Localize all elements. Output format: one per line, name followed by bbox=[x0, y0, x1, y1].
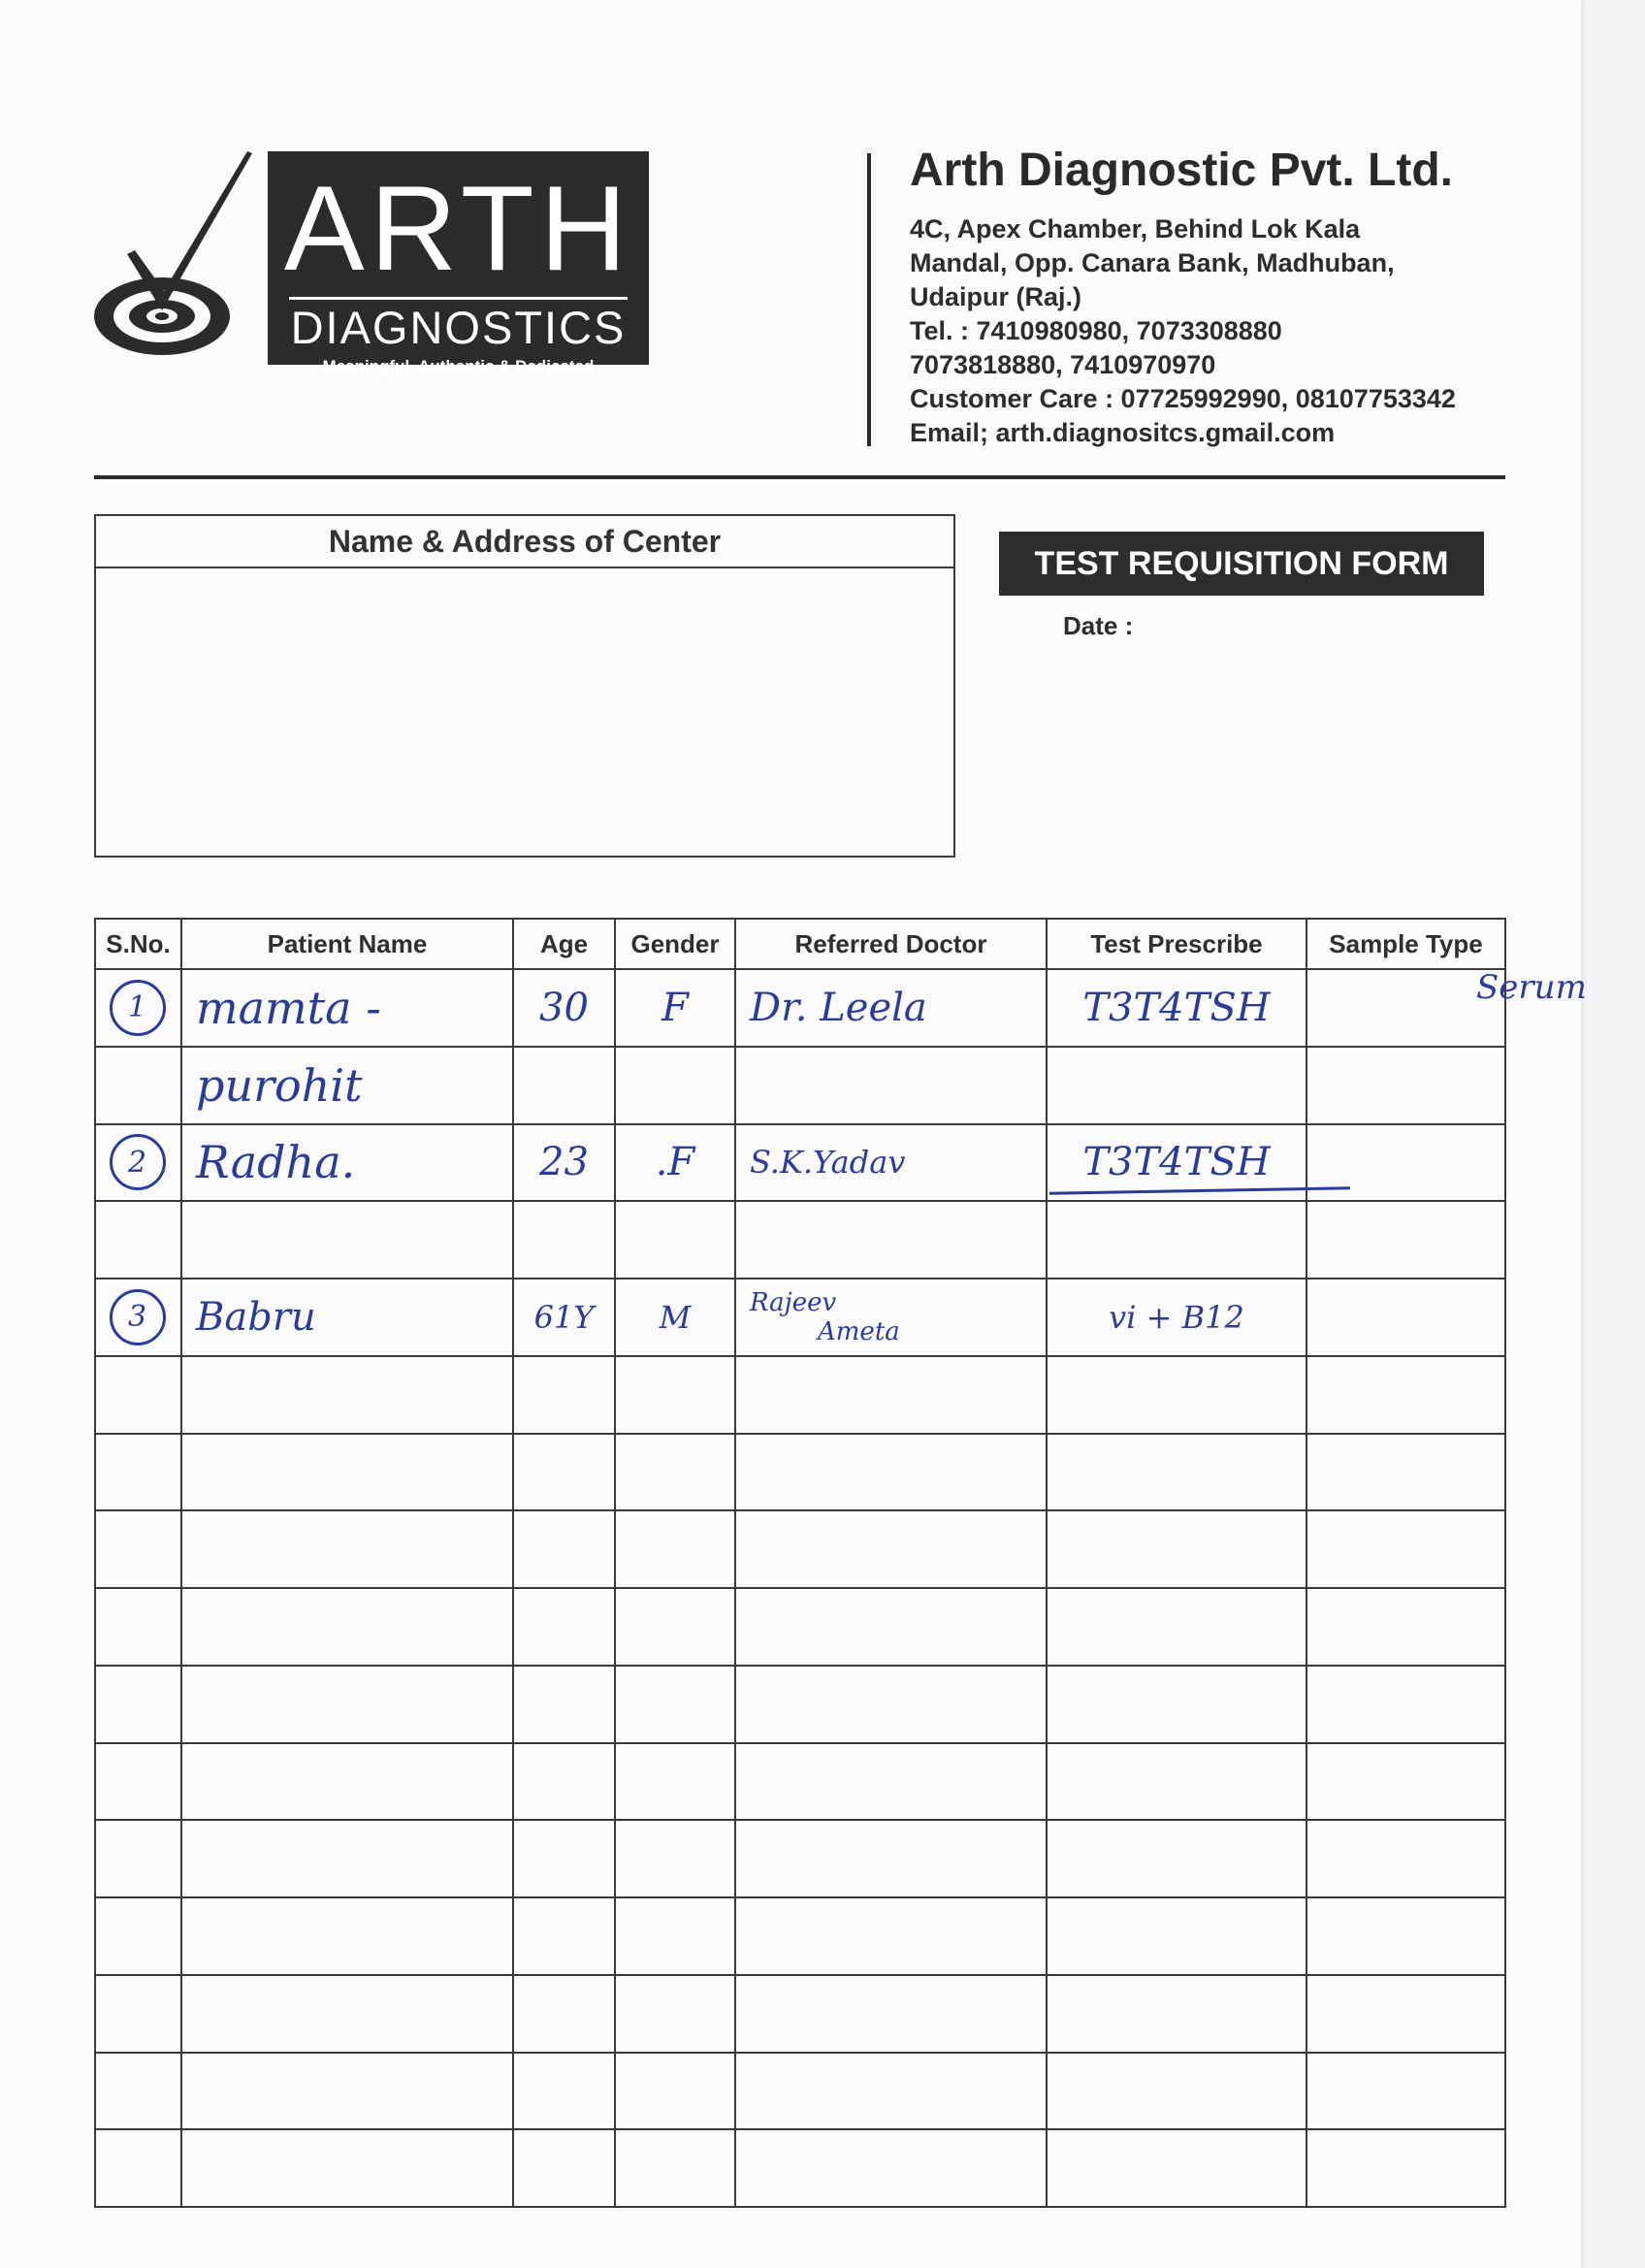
age-cell[interactable] bbox=[513, 2053, 615, 2130]
sno-cell[interactable] bbox=[95, 1124, 181, 1202]
center-address-box[interactable] bbox=[94, 514, 955, 858]
test-cell[interactable] bbox=[1047, 1047, 1306, 1124]
age-cell[interactable] bbox=[513, 1434, 615, 1511]
test-cell[interactable] bbox=[1047, 1279, 1306, 1356]
age-cell[interactable] bbox=[513, 1666, 615, 1743]
doctor-cell[interactable] bbox=[735, 2129, 1047, 2207]
patient-cell[interactable] bbox=[181, 1124, 513, 1202]
age-value: 61Y bbox=[533, 1298, 595, 1336]
col-test-prescribe: Test Prescribe bbox=[1047, 919, 1306, 969]
doctor-name: Rajeev bbox=[750, 1287, 837, 1317]
sno-cell[interactable] bbox=[95, 1047, 181, 1124]
sample-cell[interactable] bbox=[1306, 1279, 1505, 1356]
gender-cell[interactable] bbox=[615, 1588, 735, 1666]
doctor-cell[interactable] bbox=[735, 1201, 1047, 1279]
test-cell[interactable] bbox=[1047, 1897, 1306, 1975]
patient-name: Radha. bbox=[196, 1136, 356, 1189]
patient-cell[interactable] bbox=[181, 1897, 513, 1975]
sno-cell[interactable] bbox=[95, 1820, 181, 1897]
email-line: Email; arth.diagnositcs.gmail.com bbox=[910, 418, 1336, 447]
doctor-name: Dr. Leela bbox=[750, 985, 927, 1030]
table-row bbox=[95, 2129, 1505, 2207]
patient-cell[interactable] bbox=[181, 1510, 513, 1588]
patient-name: mamta - bbox=[196, 981, 381, 1034]
patient-cell[interactable] bbox=[181, 1434, 513, 1511]
col-age: Age bbox=[513, 919, 615, 969]
sample-cell[interactable] bbox=[1306, 1434, 1505, 1511]
age-cell[interactable] bbox=[513, 1588, 615, 1666]
patient-name: Babru bbox=[196, 1294, 316, 1340]
logo-tagline: Meaningful, Authentic & Dedicated bbox=[322, 357, 595, 376]
sample-cell[interactable] bbox=[1306, 1510, 1505, 1588]
table-row bbox=[95, 1897, 1505, 1975]
age-cell[interactable] bbox=[513, 1820, 615, 1897]
table-row bbox=[95, 1510, 1505, 1588]
doctor-cell[interactable] bbox=[735, 1820, 1047, 1897]
telephone-line-1: Tel. : 7410980980, 7073308880 bbox=[910, 316, 1282, 345]
sno-cell[interactable] bbox=[95, 2129, 181, 2207]
gender-cell[interactable] bbox=[615, 1434, 735, 1511]
age-cell[interactable] bbox=[513, 2129, 615, 2207]
table-row bbox=[95, 1588, 1505, 1666]
table-row bbox=[95, 1820, 1505, 1897]
doctor-cell[interactable] bbox=[735, 1897, 1047, 1975]
logo-divider bbox=[289, 297, 628, 300]
test-cell[interactable] bbox=[1047, 2053, 1306, 2130]
age-cell[interactable] bbox=[513, 1897, 615, 1975]
col-referred-doctor: Referred Doctor bbox=[735, 919, 1047, 969]
table-row bbox=[95, 969, 1505, 1047]
col-sno: S.No. bbox=[95, 919, 181, 969]
table-row bbox=[95, 1279, 1505, 1356]
logo-brand-text: ARTH bbox=[283, 162, 633, 296]
sample-cell[interactable] bbox=[1306, 1975, 1505, 2053]
gender-value: .F bbox=[655, 1140, 695, 1185]
col-patient-name: Patient Name bbox=[181, 919, 513, 969]
gender-cell[interactable] bbox=[615, 1201, 735, 1279]
header-divider bbox=[867, 153, 871, 446]
doctor-cell[interactable] bbox=[735, 2053, 1047, 2130]
age-cell[interactable] bbox=[513, 1279, 615, 1356]
table-row bbox=[95, 1356, 1505, 1434]
patient-cell[interactable] bbox=[181, 1279, 513, 1356]
company-name: Arth Diagnostic Pvt. Ltd. bbox=[910, 145, 1454, 196]
sno-cell[interactable] bbox=[95, 969, 181, 1047]
table-row bbox=[95, 1201, 1505, 1279]
patient-cell[interactable] bbox=[181, 1975, 513, 2053]
doctor-name: S.K.Yadav bbox=[750, 1144, 906, 1182]
test-cell[interactable] bbox=[1047, 1510, 1306, 1588]
gender-value: F bbox=[661, 985, 689, 1030]
age-cell[interactable] bbox=[513, 1743, 615, 1821]
table-row bbox=[95, 2053, 1505, 2130]
header-rule bbox=[94, 475, 1505, 479]
test-cell[interactable] bbox=[1047, 1975, 1306, 2053]
patient-cell[interactable] bbox=[181, 1743, 513, 1821]
sno-cell[interactable] bbox=[95, 1897, 181, 1975]
telephone-line-2: 7073818880, 7410970970 bbox=[910, 350, 1216, 379]
age-cell[interactable] bbox=[513, 969, 615, 1047]
gender-cell[interactable] bbox=[615, 969, 735, 1047]
sample-cell[interactable] bbox=[1306, 1588, 1505, 1666]
sno-circle: 1 bbox=[110, 980, 166, 1036]
sample-cell[interactable] bbox=[1306, 2129, 1505, 2207]
doctor-cell[interactable] bbox=[735, 1279, 1047, 1356]
test-cell[interactable] bbox=[1047, 1201, 1306, 1279]
doctor-cell[interactable] bbox=[735, 1666, 1047, 1743]
gender-cell[interactable] bbox=[615, 2053, 735, 2130]
table-row bbox=[95, 1047, 1505, 1124]
test-cell[interactable] bbox=[1047, 1356, 1306, 1434]
test-cell[interactable] bbox=[1047, 1588, 1306, 1666]
sno-cell[interactable] bbox=[95, 2053, 181, 2130]
sno-circle: 3 bbox=[110, 1289, 166, 1345]
doctor-cell[interactable] bbox=[735, 1510, 1047, 1588]
sample-cell[interactable] bbox=[1306, 1743, 1505, 1821]
test-value: T3T4TSH bbox=[1082, 985, 1271, 1030]
sno-cell[interactable] bbox=[95, 1279, 181, 1356]
date-label: Date : bbox=[1063, 611, 1134, 640]
sno-cell[interactable] bbox=[95, 1975, 181, 2053]
gender-cell[interactable] bbox=[615, 2129, 735, 2207]
test-value: T3T4TSH bbox=[1082, 1140, 1271, 1185]
checkmark-target-icon bbox=[92, 146, 257, 369]
table-header-row bbox=[95, 919, 1505, 969]
gender-cell[interactable] bbox=[615, 1666, 735, 1743]
age-value: 30 bbox=[539, 985, 589, 1030]
sno-cell[interactable] bbox=[95, 1434, 181, 1511]
age-cell[interactable] bbox=[513, 1356, 615, 1434]
age-cell[interactable] bbox=[513, 1124, 615, 1202]
age-value: 23 bbox=[539, 1140, 589, 1185]
patient-cell[interactable] bbox=[181, 2053, 513, 2130]
test-cell[interactable] bbox=[1047, 969, 1306, 1047]
doctor-cell[interactable] bbox=[735, 1743, 1047, 1821]
address-line-3: Udaipur (Raj.) bbox=[910, 282, 1082, 311]
sno-cell[interactable] bbox=[95, 1201, 181, 1279]
patient-cell[interactable] bbox=[181, 1820, 513, 1897]
center-address-heading: Name & Address of Center bbox=[96, 516, 953, 568]
sample-cell[interactable] bbox=[1306, 1897, 1505, 1975]
gender-cell[interactable] bbox=[615, 1820, 735, 1897]
patient-cell[interactable] bbox=[181, 2129, 513, 2207]
col-sample-type: Sample Type bbox=[1306, 919, 1505, 969]
test-cell[interactable] bbox=[1047, 2129, 1306, 2207]
age-cell[interactable] bbox=[513, 1975, 615, 2053]
test-cell[interactable] bbox=[1047, 1666, 1306, 1743]
patient-name: purohit bbox=[196, 1058, 363, 1112]
sample-side-note: Serum bbox=[1476, 968, 1587, 1007]
gender-cell[interactable] bbox=[615, 1356, 735, 1434]
test-cell[interactable] bbox=[1047, 1434, 1306, 1511]
gender-cell[interactable] bbox=[615, 1897, 735, 1975]
table-row bbox=[95, 1434, 1505, 1511]
address-line-2: Mandal, Opp. Canara Bank, Madhuban, bbox=[910, 248, 1395, 277]
brand-logo bbox=[268, 151, 649, 376]
doctor-cell[interactable] bbox=[735, 1124, 1047, 1202]
gender-cell[interactable] bbox=[615, 1743, 735, 1821]
form-title: TEST REQUISITION FORM bbox=[999, 532, 1484, 596]
test-cell[interactable] bbox=[1047, 1820, 1306, 1897]
doctor-cell[interactable] bbox=[735, 969, 1047, 1047]
gender-cell[interactable] bbox=[615, 1124, 735, 1202]
age-cell[interactable] bbox=[513, 1510, 615, 1588]
patient-cell[interactable] bbox=[181, 969, 513, 1047]
sample-cell[interactable] bbox=[1306, 1666, 1505, 1743]
sample-cell[interactable] bbox=[1306, 2053, 1505, 2130]
doctor-cell[interactable] bbox=[735, 1588, 1047, 1666]
sno-cell[interactable] bbox=[95, 1743, 181, 1821]
gender-cell[interactable] bbox=[615, 1510, 735, 1588]
age-cell[interactable] bbox=[513, 1047, 615, 1124]
test-cell[interactable] bbox=[1047, 1743, 1306, 1821]
col-gender: Gender bbox=[615, 919, 735, 969]
patient-table bbox=[94, 918, 1506, 2208]
sno-cell[interactable] bbox=[95, 1666, 181, 1743]
doctor-cell[interactable] bbox=[735, 1975, 1047, 2053]
sample-cell[interactable] bbox=[1306, 1820, 1505, 1897]
table-row bbox=[95, 1666, 1505, 1743]
test-value: vi + B12 bbox=[1109, 1298, 1244, 1336]
sno-circle: 2 bbox=[110, 1134, 166, 1190]
sno-cell[interactable] bbox=[95, 1510, 181, 1588]
logo-sub-text: DIAGNOSTICS bbox=[290, 302, 627, 353]
sno-cell[interactable] bbox=[95, 1588, 181, 1666]
patient-cell[interactable] bbox=[181, 1356, 513, 1434]
gender-cell[interactable] bbox=[615, 1279, 735, 1356]
sample-cell[interactable] bbox=[1306, 1201, 1505, 1279]
patient-cell[interactable] bbox=[181, 1201, 513, 1279]
table-row bbox=[95, 1975, 1505, 2053]
age-cell[interactable] bbox=[513, 1201, 615, 1279]
patient-cell[interactable] bbox=[181, 1666, 513, 1743]
gender-value: M bbox=[659, 1298, 692, 1336]
doctor-cell[interactable] bbox=[735, 1356, 1047, 1434]
patient-cell[interactable] bbox=[181, 1588, 513, 1666]
sample-cell[interactable] bbox=[1306, 1356, 1505, 1434]
table-row bbox=[95, 1743, 1505, 1821]
address-line-1: 4C, Apex Chamber, Behind Lok Kala bbox=[910, 214, 1361, 243]
company-info bbox=[910, 144, 1550, 450]
customer-care: Customer Care : 07725992990, 08107753342 bbox=[910, 384, 1456, 413]
gender-cell[interactable] bbox=[615, 1047, 735, 1124]
doctor-name-line-2: Ameta bbox=[818, 1316, 900, 1346]
sample-cell[interactable] bbox=[1306, 1047, 1505, 1124]
doctor-cell[interactable] bbox=[735, 1047, 1047, 1124]
patient-cell[interactable] bbox=[181, 1047, 513, 1124]
doctor-cell[interactable] bbox=[735, 1434, 1047, 1511]
sno-cell[interactable] bbox=[95, 1356, 181, 1434]
gender-cell[interactable] bbox=[615, 1975, 735, 2053]
